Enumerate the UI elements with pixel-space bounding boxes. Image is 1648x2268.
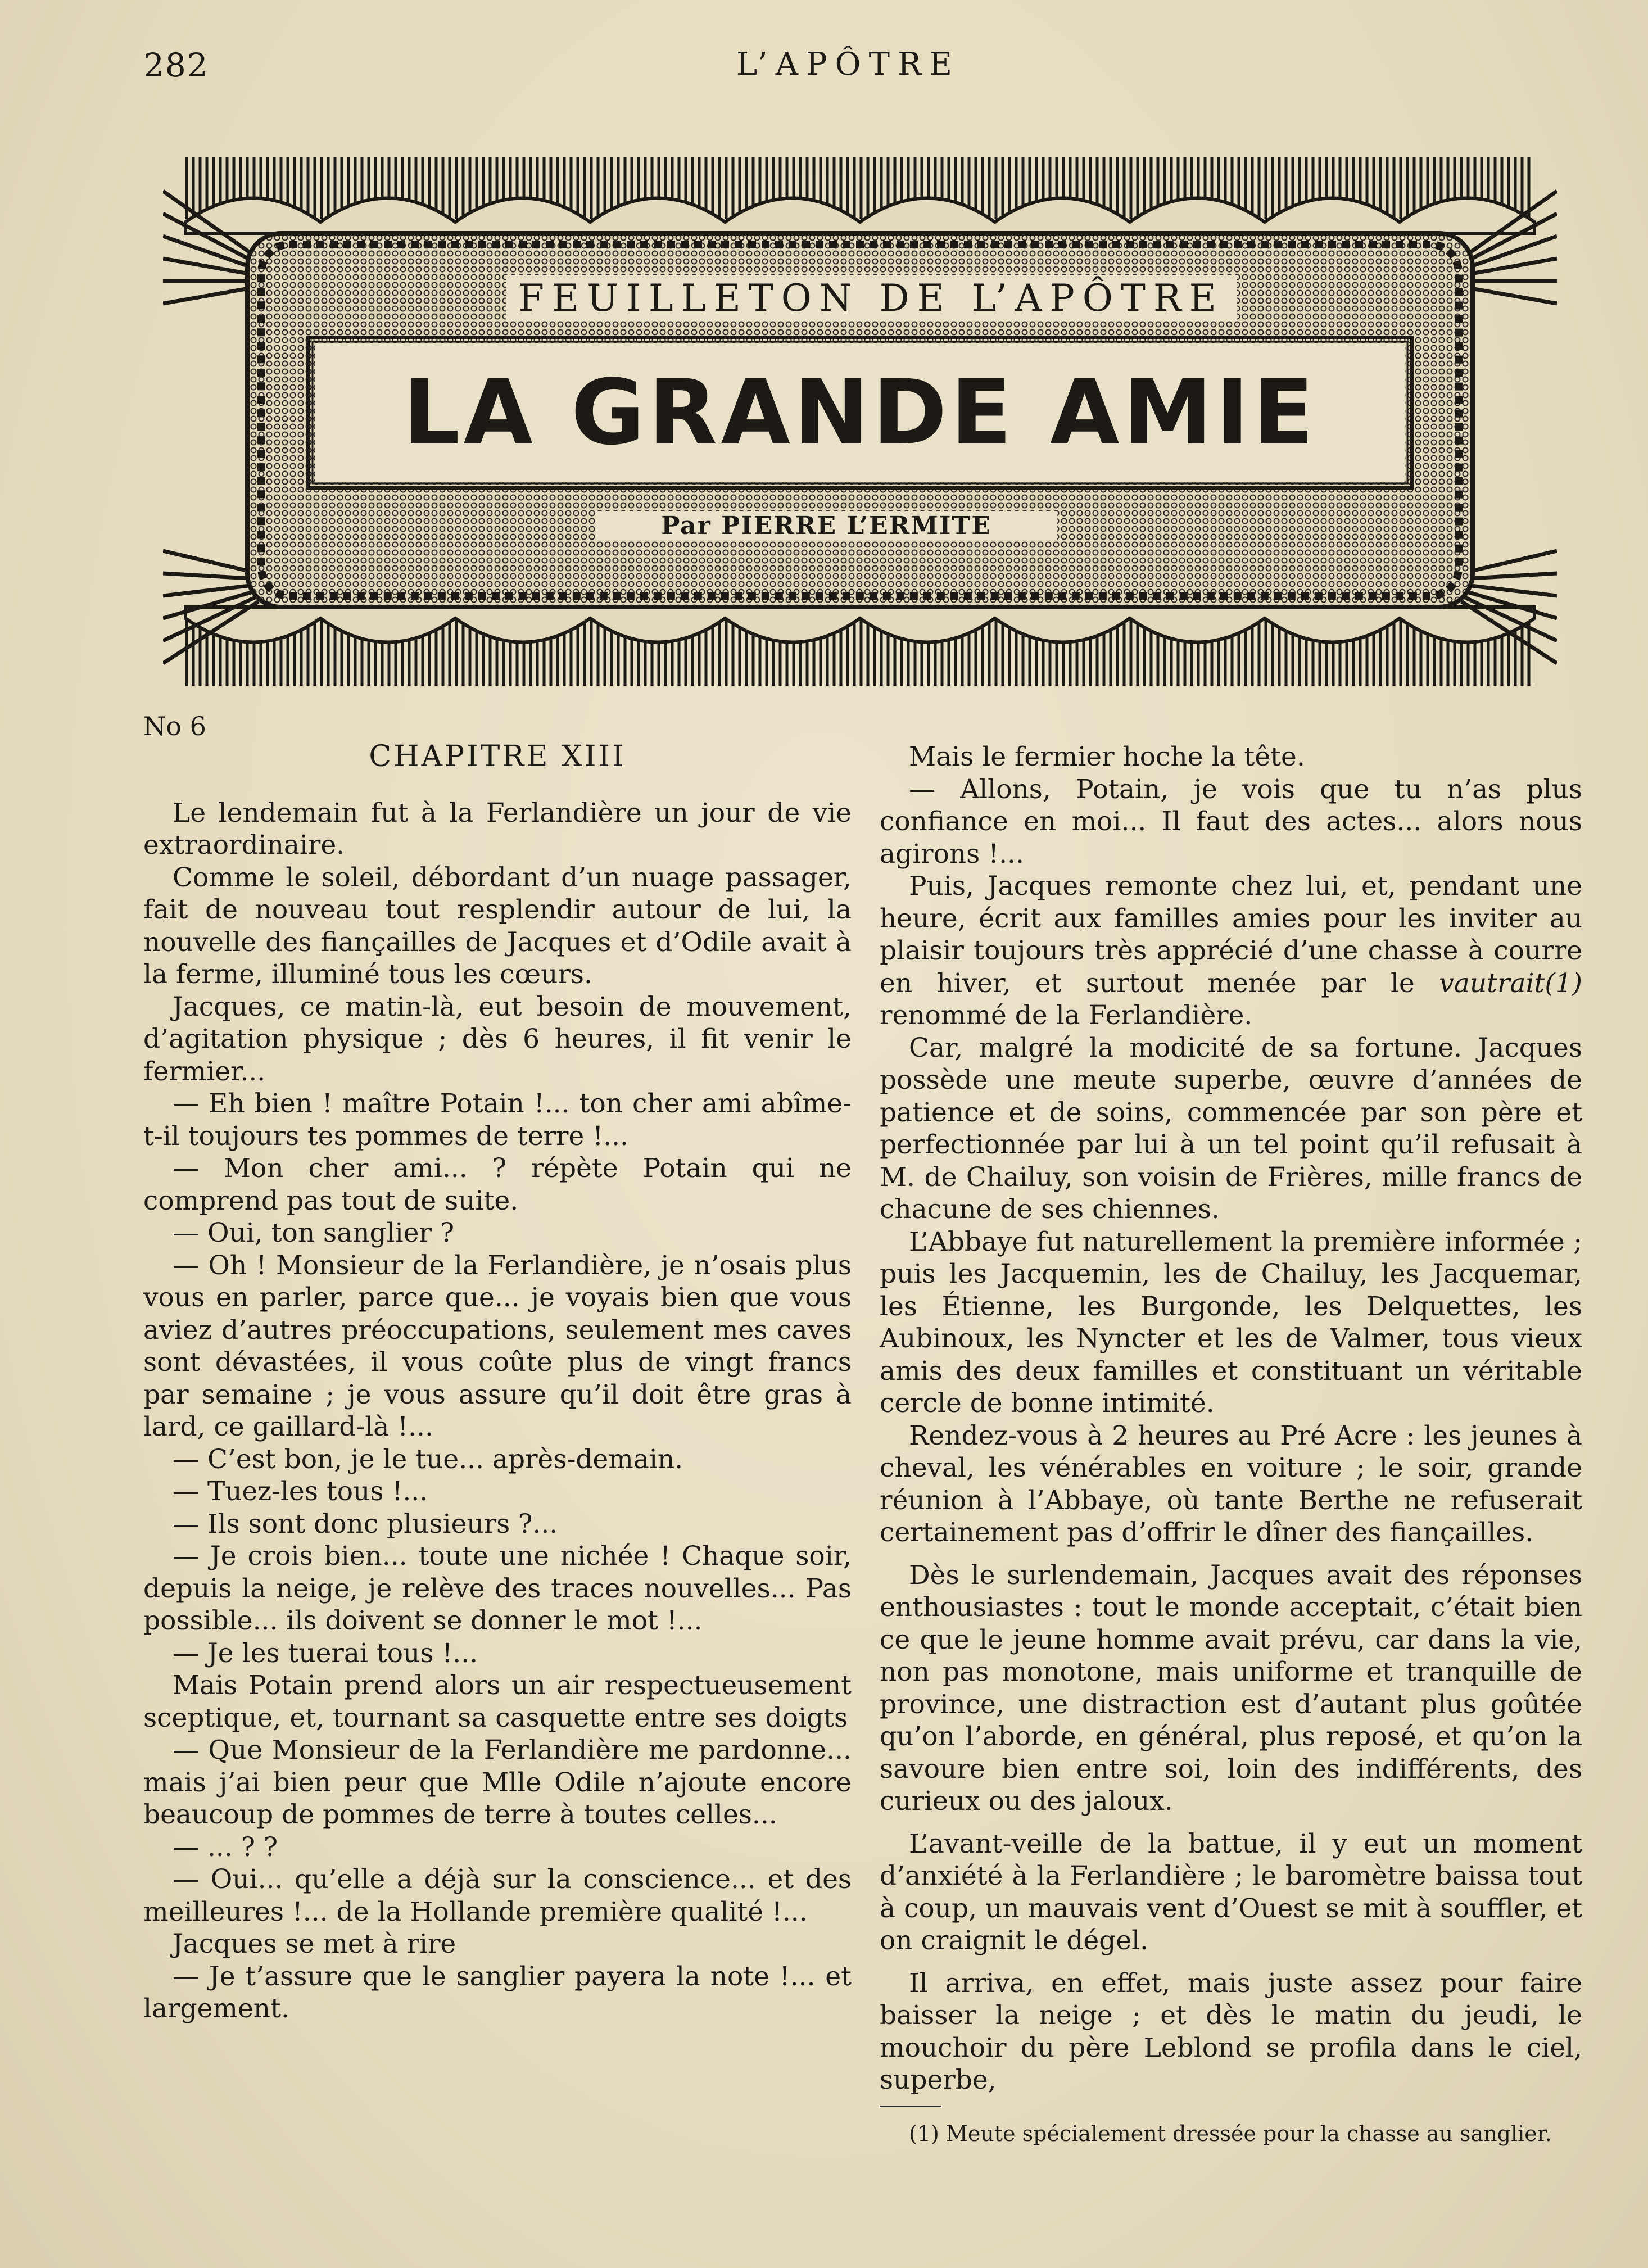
footnote-rule	[880, 2106, 941, 2107]
paragraph: — Allons, Potain, je vois que tu n’as plus confiance en moi... Il faut des actes... alors nous agirons !...	[880, 773, 1582, 870]
paragraph: — ... ? ?	[173, 1831, 278, 1863]
right-column	[880, 741, 1582, 2148]
feuilleton-heading: FEUILLETON DE L’APÔTRE	[506, 275, 1237, 321]
paragraph: — Que Monsieur de la Ferlandière me pardonne... mais j’ai bien peur que Mlle Odile n’ajoute encore beaucoup de pommes de terre à toutes celles...	[143, 1735, 852, 1830]
paragraph	[880, 870, 1582, 1032]
paragraph: Comme le soleil, débordant d’un nuage passager, fait de nouveau tout resplendir autour de lui, la nouvelle des fiançailles de Jacques et d’Odile avait à la ferme, illuminé tous les cœurs.	[143, 862, 852, 990]
paragraph: — Je les tuerai tous !...	[173, 1637, 478, 1669]
paragraph: — Oh ! Monsieur de la Ferlandière, je n’osais plus vous en parler, parce que... je voyais bien que vous aviez d’autres préoccupations, seulement mes caves sont dévastées, il vous coûte plus de vingt francs par semaine ; je vous assure qu’il doit être gras à lard, ce gaillard-là !...	[143, 1250, 852, 1442]
paragraph: — Oui, ton sanglier ?	[173, 1217, 455, 1248]
footnote: (1) Meute spécialement dressée pour la chasse au sanglier.	[909, 2121, 1552, 2146]
paragraph: Mais le fermier hoche la tête.	[909, 741, 1305, 772]
issue-number: No 6	[143, 711, 206, 741]
paragraph-text: Puis, Jacques remonte chez lui, et, pendant une heure, écrit aux familles amies pour les inviter au plaisir toujours très apprécié d’une chasse à courre en hiver, et surtout menée par le	[880, 871, 1582, 999]
paragraph: — C’est bon, je le tue... après-demain.	[173, 1443, 683, 1475]
left-column	[143, 741, 852, 2025]
header-ornament	[163, 124, 1557, 714]
paragraph: — Ils sont donc plusieurs ?...	[173, 1508, 558, 1540]
paragraph: Mais Potain prend alors un air respectueusement sceptique, et, tournant sa casquette entre ses doigts	[143, 1670, 852, 1733]
paragraph: L’avant-veille de la battue, il y eut un moment d’anxiété à la Ferlandière ; le baromètre baissa tout à coup, un mauvais vent d’Ouest se mit à souffler, et on craignit le dégel.	[880, 1828, 1582, 1956]
paragraph-text: renommé de la Ferlandière.	[880, 1000, 1253, 1031]
paragraph: — Mon cher ami... ? répète Potain qui ne comprend pas tout de suite.	[143, 1153, 852, 1216]
page-number: 282	[143, 46, 209, 84]
paragraph: — Je t’assure que le sanglier payera la note !... et largement.	[143, 1961, 852, 2024]
paragraph: — Eh bien ! maître Potain !... ton cher ami abîme-t-il toujours tes pommes de terre !...	[143, 1088, 852, 1152]
paragraph: — Tuez-les tous !...	[173, 1476, 428, 1507]
paragraph: Jacques se met à rire	[173, 1929, 456, 1959]
running-head	[0, 46, 1648, 91]
paragraph: — Je crois bien... toute une nichée ! Chaque soir, depuis la neige, je relève des traces nouvelles... Pas possible... ils doivent se donner le mot !...	[143, 1541, 852, 1636]
paragraph: Le lendemain fut à la Ferlandière un jour de vie extraordinaire.	[143, 797, 852, 861]
paragraph: — Oui... qu’elle a déjà sur la conscience... et des meilleures !... de la Hollande première qualité !...	[143, 1864, 852, 1927]
byline: Par PIERRE L’ERMITE	[596, 511, 1057, 540]
italic-term: vautrait(1)	[1439, 967, 1582, 999]
paragraph: Rendez-vous à 2 heures au Pré Acre : les jeunes à cheval, les vénérables en voiture ; le soir, grande réunion à l’Abbaye, où tante Berthe ne refuserait certainement pas d’offrir le dîner des fiançailles.	[880, 1420, 1582, 1548]
paragraph: Il arriva, en effet, mais juste assez pour faire baisser la neige ; et dès le matin du jeudi, le mouchoir du père Leblond se profila dans le ciel, superbe,	[880, 1967, 1582, 2095]
chapter-title: CHAPITRE XIII	[369, 740, 626, 773]
paragraph: Jacques, ce matin-là, eut besoin de mouvement, d’agitation physique ; dès 6 heures, il fit venir le fermier...	[143, 991, 852, 1087]
main-title: LA GRANDE AMIE	[315, 343, 1405, 482]
paragraph: L’Abbaye fut naturellement la première informée ; puis les Jacquemin, les de Chailuy, les Jacquemar, les Étienne, les Burgonde, les Delquettes, les Aubinoux, les Nyncter et les de Valmer, tous vieux amis des deux familles et constituant un véritable cercle de bonne intimité.	[880, 1226, 1582, 1419]
paragraph: Car, malgré la modicité de sa fortune. Jacques possède une meute superbe, œuvre d’années de patience et de soins, commencée par son père et perfectionnée par lui à un tel point qu’il refusait à M. de Chailuy, son voisin de Frières, mille francs de chacune de ses chiennes.	[880, 1032, 1582, 1225]
paragraph: Dès le surlendemain, Jacques avait des réponses enthousiastes : tout le monde acceptait, c’était bien ce que le jeune homme avait prévu, car dans la vie, non pas monotone, mais uniforme et tranquille de province, une distraction est d’autant plus goûtée qu’on l’aborde, en général, plus reposé, et qu’on la savoure bien entre soi, loin des indifférents, des curieux ou des jaloux.	[880, 1559, 1582, 1817]
running-title: L’APÔTRE	[736, 46, 960, 83]
